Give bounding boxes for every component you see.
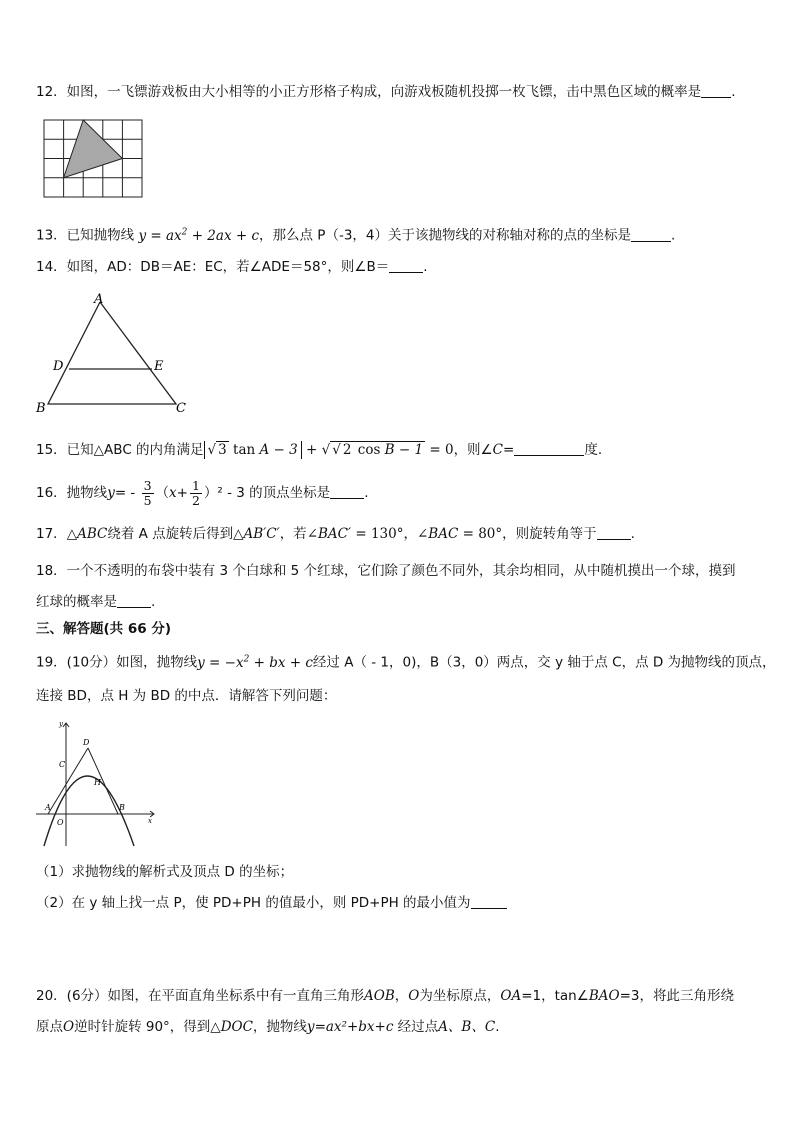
label-d: D — [53, 359, 64, 374]
q13-parabola-formula: $y = ax^2 + 2ax + c$ — [138, 227, 260, 244]
label-o: O — [57, 818, 64, 827]
q19-parabola-formula: $y = -x^2$ + bx + c — [197, 654, 313, 671]
label-c: C — [176, 401, 186, 416]
segment-db — [88, 748, 118, 814]
q20-points: A、B、C — [438, 1019, 496, 1035]
q19-sub2-text: （2）在 y 轴上找一点 P，使 PD+PH 的值最小，则 PD+PH 的最小值为 — [36, 895, 471, 911]
q20-bao: BAO — [588, 988, 620, 1004]
q15-mid: ，则∠ — [453, 442, 493, 458]
q14-end: . — [423, 259, 428, 275]
q12-end: . — [731, 84, 736, 100]
q20-line2i: 经过点 — [393, 1019, 439, 1035]
question-15 — [36, 440, 602, 460]
triangle-abc — [48, 302, 176, 404]
q17-t3: ， — [403, 526, 417, 542]
question-18-line2 — [36, 592, 155, 612]
question-17: 17．△ABC绕着 A 点旋转后得到△AB′C′，若∠BAC′ = 130°，∠BAC = 80°，则旋转角等于 . — [36, 526, 635, 542]
q14-answer-blank — [389, 258, 423, 273]
q16-fraction-3-5: $\frac{3}{5}$ — [143, 477, 152, 508]
q17-prefix: 17． — [36, 526, 67, 542]
q18-answer-blank — [117, 593, 151, 608]
q20-end: . — [495, 1019, 500, 1035]
q20-line2a: 原点 — [36, 1019, 63, 1035]
q17-answer-blank — [597, 525, 631, 540]
label-a: A — [45, 803, 51, 812]
q17-t1: 绕着 A 点旋转后得到 — [107, 526, 234, 542]
q13-answer-blank — [631, 227, 671, 242]
q20-aob: AOB — [364, 988, 395, 1004]
q15-equation: √ 3 tan A − 3 + √ √ 2 cos B − 1 = 0 — [204, 442, 454, 458]
q20-o: O — [408, 988, 420, 1004]
q17-t2: ，若 — [279, 526, 307, 542]
question-13 — [36, 222, 675, 246]
question-18-line1: 18．一个不透明的布袋中装有 3 个白球和 5 个红球，它们除了颜色不同外，其余均相同，从中随机摸出一个球，摸到 — [36, 563, 736, 579]
question-20-line1 — [36, 986, 734, 1006]
section-3-heading: 三、解答题(共 66 分) — [36, 621, 172, 637]
label-e: E — [154, 359, 164, 374]
q18-end: . — [151, 594, 156, 610]
q17-t4: ，则旋转角等于 — [502, 526, 597, 542]
triangle-figure — [30, 288, 195, 418]
q19-prefix: 19．(10分）如图，抛物线 — [36, 654, 198, 671]
q17-end: . — [630, 526, 635, 542]
q20-t4: 为坐标原点， — [419, 988, 501, 1004]
q13-mid: ，那么点 P（-3，4）关于该抛物线的对称轴对称的点的坐标是 — [259, 227, 631, 244]
q20-y: y — [306, 1019, 315, 1035]
question-19-sub1: （1）求抛物线的解析式及顶点 D 的坐标； — [36, 864, 294, 880]
segment-ad-line — [48, 748, 88, 814]
q20-eq: = — [314, 1019, 326, 1035]
q15-angle: C — [492, 442, 504, 458]
q20-t6: =1，tan∠ — [521, 988, 589, 1004]
label-a: A — [94, 292, 104, 307]
question-19-line1 — [36, 649, 776, 673]
q16-answer-blank — [330, 484, 364, 499]
q15-eq: = — [503, 442, 515, 458]
question-19-sub2 — [36, 893, 507, 913]
label-x: x — [148, 817, 152, 825]
q13-prefix: 13．已知抛物线 — [36, 227, 135, 244]
label-b: B — [36, 401, 46, 416]
label-h: H — [94, 778, 101, 787]
q15-end: 度. — [584, 442, 603, 458]
q16-fraction-1-2: $\frac{1}{2}$ — [191, 477, 200, 508]
q20-prefix: 20．(6分）如图，在平面直角坐标系中有一直角三角形 — [36, 988, 365, 1004]
q16-prefix: 16．抛物线 — [36, 485, 108, 501]
q20-line2b: O — [63, 1019, 75, 1035]
q16-end: . — [364, 485, 369, 501]
question-16: 16．抛物线y= - $\frac{3}{5}$ （x+ $\frac{1}{2}$ ）² - 3 的顶点坐标是 . — [36, 477, 369, 508]
q16-tail: ）² - 3 的顶点坐标是 — [203, 485, 331, 501]
q19-mid: 经过 A（ - 1，0)，B（3，0）两点，交 y 轴于点 C，点 D 为抛物线的顶点， — [312, 654, 776, 671]
question-19-line2: 连接 BD，点 H 为 BD 的中点．请解答下列问题： — [36, 688, 337, 704]
label-d: D — [83, 738, 90, 747]
q20-formula: ax²+bx+c — [325, 1019, 394, 1035]
q20-line2c: 逆时针旋转 90°，得到△ — [74, 1019, 221, 1035]
label-y: y — [59, 720, 63, 728]
question-14 — [36, 257, 428, 277]
q20-line2e: ，抛物线 — [252, 1019, 307, 1035]
label-b: B — [119, 803, 125, 812]
q14-text: 14．如图，AD：DB＝AE：EC，若∠ADE＝58°，则∠B＝ — [36, 259, 390, 275]
question-12 — [36, 82, 735, 102]
q13-end: . — [671, 227, 676, 244]
dartboard-figure — [43, 119, 145, 199]
q15-answer-blank — [514, 441, 584, 456]
parabola-figure — [30, 718, 165, 848]
q19-answer-blank — [471, 894, 507, 909]
q20-doc: DOC — [220, 1019, 253, 1035]
q12-answer-blank — [701, 83, 731, 98]
label-c: C — [59, 760, 66, 769]
shaded-triangle — [64, 120, 123, 178]
q20-oa: OA — [500, 988, 522, 1004]
q15-prefix: 15．已知△ABC 的内角满足 — [36, 442, 204, 458]
q18-line2-text: 红球的概率是 — [36, 594, 117, 610]
question-20-line2 — [36, 1017, 499, 1037]
q12-text: 12．如图，一飞镖游戏板由大小相等的小正方形格子构成，向游戏板随机投掷一枚飞镖，击中黑色区域的概率是 — [36, 84, 702, 100]
q20-t8: =3，将此三角形绕 — [619, 988, 734, 1004]
q20-t2: ， — [394, 988, 409, 1004]
